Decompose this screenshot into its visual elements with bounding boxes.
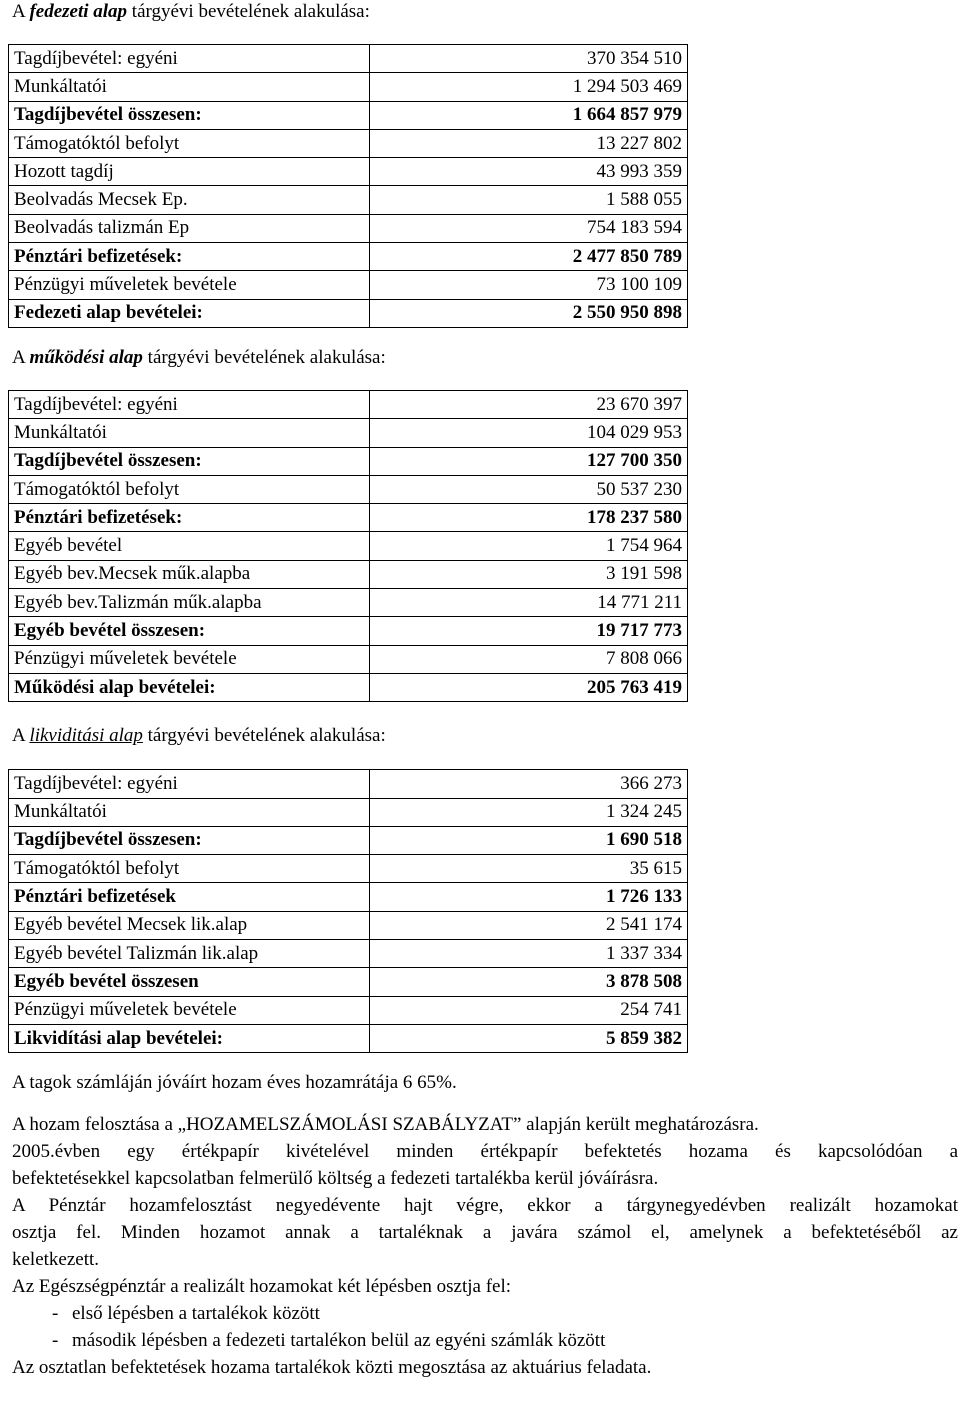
likviditasi-alap-rows [9, 770, 688, 1053]
row-value: 754 183 594 [370, 214, 688, 242]
row-value: 3 878 508 [370, 968, 688, 996]
row-value: 19 717 773 [370, 617, 688, 645]
row-value: 14 771 211 [370, 589, 688, 617]
paragraph-quarterly-line-2: osztja fel. Minden hozamot annak a tartaléknak a javára számol el, amelynek a befektetéséből az [12, 1222, 958, 1244]
mukodesi-alap-rows [9, 390, 688, 701]
row-label: Tagdíjbevétel összesen: [9, 447, 370, 475]
row-value: 205 763 419 [370, 673, 688, 701]
mukodesi-alap-table [8, 390, 688, 702]
table-row [9, 243, 688, 271]
section-heading-likviditasi [12, 722, 958, 749]
table-row [9, 770, 688, 798]
fedezeti-alap-table [8, 44, 688, 328]
heading-suffix: tárgyévi bevételének alakulása: [127, 1, 370, 22]
allocation-prefix: A hozam felosztása a [12, 1114, 178, 1136]
row-value: 1 337 334 [370, 940, 688, 968]
table-row [9, 798, 688, 826]
row-label: Munkáltatói [9, 798, 370, 826]
row-value: 5 859 382 [370, 1024, 688, 1052]
row-value: 178 237 580 [370, 504, 688, 532]
heading-fund-name: likviditási alap [29, 725, 143, 747]
row-label: Egyéb bevétel Talizmán lik.alap [9, 940, 370, 968]
table-row [9, 855, 688, 883]
table-row [9, 419, 688, 447]
row-value: 1 726 133 [370, 883, 688, 911]
row-value: 73 100 109 [370, 271, 688, 299]
row-value: 254 741 [370, 996, 688, 1024]
row-label: Egyéb bevétel összesen [9, 968, 370, 996]
allocation-basis-text [12, 1111, 958, 1138]
regulation-title: „HOZAMELSZÁMOLÁSI SZABÁLYZAT” [177, 1114, 522, 1136]
table-row [9, 532, 688, 560]
row-value: 127 700 350 [370, 447, 688, 475]
row-label: Fedezeti alap bevételei: [9, 299, 370, 327]
row-value: 1 754 964 [370, 532, 688, 560]
row-value: 1 690 518 [370, 826, 688, 854]
row-label: Pénzügyi műveletek bevétele [9, 271, 370, 299]
row-label: Működési alap bevételei: [9, 673, 370, 701]
section-heading-mukodesi [12, 344, 958, 371]
heading-fund-name: működési alap [29, 346, 143, 368]
row-label: Egyéb bev.Mecsek műk.alapba [9, 560, 370, 588]
list-item [12, 1300, 958, 1327]
row-value: 366 273 [370, 770, 688, 798]
row-label: Egyéb bevétel összesen: [9, 617, 370, 645]
row-label: Pénzügyi műveletek bevétele [9, 645, 370, 673]
row-label: Tagdíjbevétel: egyéni [9, 390, 370, 418]
paragraph-quarterly-line-3: keletkezett. [12, 1249, 100, 1271]
table-row [9, 447, 688, 475]
row-value: 2 541 174 [370, 911, 688, 939]
row-label: Beolvadás talizmán Ep [9, 214, 370, 242]
table-row [9, 560, 688, 588]
paragraph-quarterly [12, 1192, 958, 1273]
paragraph-2005-line-1: 2005.évben egy értékpapír kivételével minden értékpapír befektetés hozama és kapcsolódóan a [12, 1141, 958, 1163]
row-value: 1 588 055 [370, 186, 688, 214]
table-row [9, 883, 688, 911]
row-label: Likvidítási alap bevételei: [9, 1024, 370, 1052]
table-row [9, 73, 688, 101]
table-row [9, 589, 688, 617]
row-value: 7 808 066 [370, 645, 688, 673]
paragraph-quarterly-line-1: A Pénztár hozamfelosztást negyedévente hajt végre, ekkor a tárgynegyedévben realizált hozamokat [12, 1195, 958, 1217]
table-row [9, 299, 688, 327]
row-label: Munkáltatói [9, 73, 370, 101]
list-dash: - [52, 1303, 59, 1325]
section-heading-fedezeti [12, 0, 958, 25]
row-value: 1 664 857 979 [370, 101, 688, 129]
table-row [9, 186, 688, 214]
step-2-text: második lépésben a fedezeti tartalékon belül az egyéni számlák között [72, 1330, 606, 1352]
table-row [9, 45, 688, 73]
table-row [9, 940, 688, 968]
allocation-suffix: alapján került meghatározásra. [521, 1114, 759, 1136]
table-row [9, 129, 688, 157]
heading-prefix: A [12, 346, 30, 368]
row-label: Pénzügyi műveletek bevétele [9, 996, 370, 1024]
row-value: 370 354 510 [370, 45, 688, 73]
row-label: Beolvadás Mecsek Ep. [9, 186, 370, 214]
row-value: 13 227 802 [370, 129, 688, 157]
likviditasi-alap-table [8, 769, 688, 1053]
table-row [9, 911, 688, 939]
table-row [9, 968, 688, 996]
row-label: Tagdíjbevétel összesen: [9, 101, 370, 129]
row-label: Hozott tagdíj [9, 158, 370, 186]
table-row [9, 475, 688, 503]
table-row [9, 390, 688, 418]
two-step-intro: Az Egészségpénztár a realizált hozamokat két lépésben osztja fel: [12, 1276, 512, 1298]
row-value: 104 029 953 [370, 419, 688, 447]
fedezeti-alap-rows [9, 45, 688, 328]
document-page [12, 0, 958, 1381]
list-item [12, 1327, 958, 1354]
table-row [9, 504, 688, 532]
row-value: 2 550 950 898 [370, 299, 688, 327]
row-label: Egyéb bevétel Mecsek lik.alap [9, 911, 370, 939]
heading-fund-name: fedezeti alap [29, 1, 128, 22]
heading-suffix: tárgyévi bevételének alakulása: [142, 725, 386, 747]
row-value: 35 615 [370, 855, 688, 883]
row-value: 1 324 245 [370, 798, 688, 826]
table-row [9, 271, 688, 299]
row-value: 43 993 359 [370, 158, 688, 186]
row-label: Pénztári befizetések: [9, 243, 370, 271]
table-row [9, 673, 688, 701]
row-value: 23 670 397 [370, 390, 688, 418]
yield-rate-text: A tagok számláján jóváírt hozam éves hozamrátája 6 65%. [12, 1072, 457, 1094]
row-label: Tagdíjbevétel: egyéni [9, 770, 370, 798]
heading-suffix: tárgyévi bevételének alakulása: [142, 346, 386, 368]
closing-text: Az osztatlan befektetések hozama tartalékok közti megosztása az aktuárius feladata. [12, 1357, 652, 1379]
row-label: Támogatóktól befolyt [9, 129, 370, 157]
row-value: 50 537 230 [370, 475, 688, 503]
table-row [9, 158, 688, 186]
table-row [9, 645, 688, 673]
row-value: 1 294 503 469 [370, 73, 688, 101]
row-label: Támogatóktól befolyt [9, 475, 370, 503]
paragraph-2005 [12, 1138, 958, 1192]
row-value: 2 477 850 789 [370, 243, 688, 271]
paragraph-2005-line-2: befektetésekkel kapcsolatban felmerülő költség a fedezeti tartalékba kerül jóváírásra. [12, 1168, 659, 1190]
row-value: 3 191 598 [370, 560, 688, 588]
row-label: Tagdíjbevétel összesen: [9, 826, 370, 854]
table-row [9, 1024, 688, 1052]
row-label: Pénztári befizetések [9, 883, 370, 911]
allocation-steps-list [12, 1300, 958, 1354]
heading-prefix: A [12, 1, 30, 22]
table-row [9, 617, 688, 645]
table-row [9, 101, 688, 129]
row-label: Támogatóktól befolyt [9, 855, 370, 883]
table-row [9, 826, 688, 854]
list-dash: - [52, 1330, 59, 1352]
step-1-text: első lépésben a tartalékok között [72, 1303, 320, 1325]
heading-prefix: A [12, 725, 30, 747]
row-label: Egyéb bev.Talizmán műk.alapba [9, 589, 370, 617]
row-label: Pénztári befizetések: [9, 504, 370, 532]
row-label: Munkáltatói [9, 419, 370, 447]
row-label: Egyéb bevétel [9, 532, 370, 560]
row-label: Tagdíjbevétel: egyéni [9, 45, 370, 73]
table-row [9, 214, 688, 242]
table-row [9, 996, 688, 1024]
